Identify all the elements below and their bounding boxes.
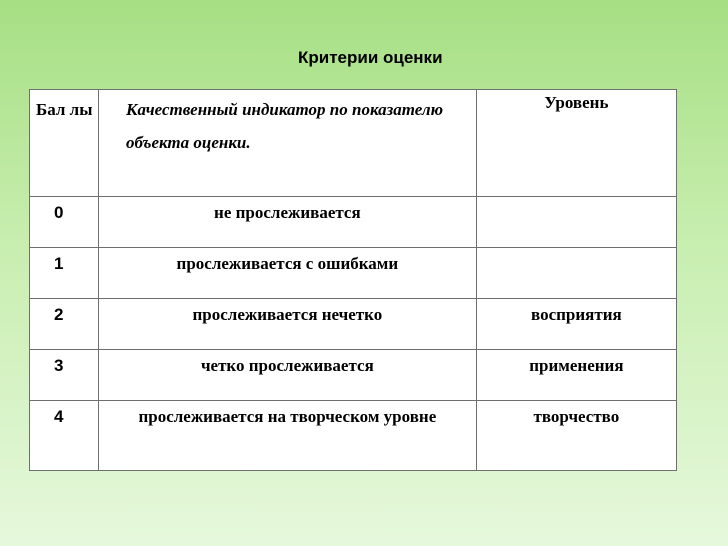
page-title: Критерии оценки [298,48,443,67]
header-score: Бал лы [30,90,99,197]
cell-indicator: не прослеживается [98,197,476,248]
cell-score: 4 [30,401,99,471]
cell-level: применения [476,350,676,401]
table-row [30,401,677,471]
header-level: Уровень [476,90,676,197]
cell-score: 3 [30,350,99,401]
table-row [30,248,677,299]
cell-level: творчество [476,401,676,471]
table-header-row [30,90,677,197]
cell-level: восприятия [476,299,676,350]
cell-indicator: прослеживается на творческом уровне [98,401,476,471]
table-row [30,197,677,248]
header-indicator: Качественный индикатор по показателю объекта оценки. [98,90,476,197]
cell-indicator: прослеживается с ошибками [98,248,476,299]
cell-level [476,248,676,299]
cell-score: 2 [30,299,99,350]
criteria-table [29,89,677,471]
cell-indicator: прослеживается нечетко [98,299,476,350]
cell-level [476,197,676,248]
cell-indicator: четко прослеживается [98,350,476,401]
cell-score: 1 [30,248,99,299]
cell-score: 0 [30,197,99,248]
table-row [30,350,677,401]
table-row [30,299,677,350]
